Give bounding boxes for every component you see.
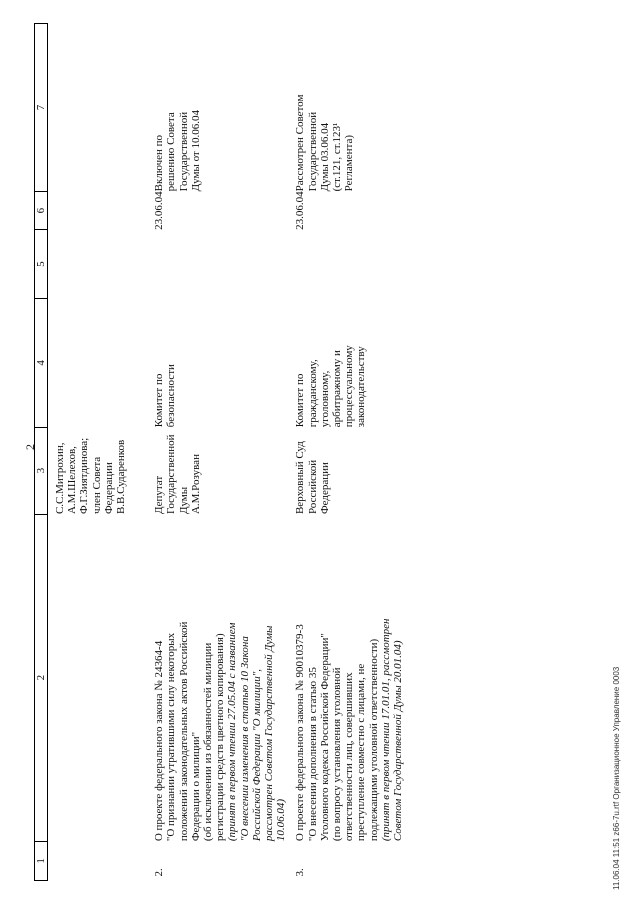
column-5-cell	[127, 230, 287, 298]
initiator-line: Федерации	[318, 462, 331, 515]
column-5-cell	[287, 230, 404, 298]
column-number-row	[35, 24, 48, 881]
column-number-1: 1	[35, 841, 48, 880]
initiator-line: Государственной	[165, 434, 178, 515]
committee-line: гражданскому,	[306, 359, 319, 428]
title-line: (по вопросу установления уголовной	[331, 667, 344, 842]
column-number-6: 6	[35, 191, 48, 230]
initiator-line: Ф.Г.Зиятдинова;	[78, 437, 91, 515]
status-line: Государственной	[306, 111, 319, 192]
committee-line: процессуальному	[343, 345, 356, 428]
date-cell: 23.06.04	[153, 191, 166, 230]
status-line: решению Совета	[165, 112, 178, 192]
committee	[287, 298, 404, 427]
status-line: Регламента)	[343, 134, 356, 192]
initiator	[287, 427, 404, 514]
title-line: ответственности лиц, совершивших	[343, 672, 356, 842]
column-number-7: 7	[35, 24, 48, 192]
title-line: подлежащими уголовной ответственности)	[367, 638, 380, 842]
reading-note-line: Советом Государственной Думы 20.01.04)	[392, 640, 405, 842]
title-line: Федерации о милиции"	[189, 731, 202, 842]
initiator-line: В.В.Судаpенков	[115, 439, 128, 515]
status-line: Рассмотрен Советом	[294, 94, 307, 192]
initiator-line: А.М.Шелехов,	[66, 446, 79, 515]
table-row	[48, 24, 128, 881]
initiator-line: Верховный Суд	[294, 441, 307, 515]
reading-note-line: 10.06.04)	[275, 799, 288, 842]
title-line: "О признании утратившими силу некоторых	[165, 632, 178, 842]
title-line: О проекте федерального закона № 90010379-3	[294, 624, 307, 842]
date-cell	[48, 191, 128, 230]
committee-line: законодательству	[355, 346, 368, 428]
committee	[48, 298, 128, 427]
reading-note-line: (принят в первом чтении 27.05.04 с названием	[226, 622, 239, 842]
initiator-line: С.С.Митрохин,	[54, 442, 66, 515]
initiator-line: Думы	[177, 486, 190, 515]
status-line: Государственной	[177, 111, 190, 192]
footer-file-info: 11.06.04 11:51 z66-7u.rtf Организационное Управление 0003	[612, 666, 621, 890]
initiator-line: Депутат	[153, 475, 166, 515]
initiator-line: Федерации	[102, 462, 115, 515]
committee	[127, 298, 287, 427]
initiator	[48, 427, 128, 514]
status-line: Думы от 10.06.04	[189, 110, 202, 192]
status-cell	[127, 24, 287, 192]
column-number-2: 2	[35, 514, 48, 841]
status-cell	[287, 24, 404, 192]
reading-note-line: рассмотрен Советом Государственной Думы	[263, 625, 276, 842]
initiator-line: член Совета	[90, 456, 103, 515]
initiator-line: А.М.Розуван	[189, 454, 202, 515]
title-line: Уголовного кодекса Российской Федерации"	[318, 633, 331, 842]
reading-note-line: (принят в первом чтении 17.01.01, рассмотрен	[379, 618, 392, 842]
committee-line: Комитет по	[294, 373, 307, 428]
column-5-cell	[48, 230, 128, 298]
table-row	[287, 24, 404, 881]
bills-table	[34, 23, 404, 881]
committee-line: безопасности	[165, 364, 178, 428]
status-cell	[48, 24, 128, 192]
date-cell: 23.06.04	[294, 191, 307, 230]
column-number-3: 3	[35, 427, 48, 514]
title-line: (об исключении из обязанностей милиции	[202, 642, 215, 842]
bill-title	[48, 514, 128, 841]
title-line: "О внесении дополнения в статью 35	[306, 667, 319, 842]
status-line: (ст.121, ст.123¹	[331, 122, 344, 192]
status-line: Думы 03.06.04	[318, 122, 331, 192]
row-number	[48, 841, 128, 880]
title-line: преступление совместно с лицами, не	[355, 663, 368, 842]
committee-line: арбитражному и	[331, 350, 344, 428]
bill-title	[287, 514, 404, 841]
bill-title	[127, 514, 287, 841]
title-line: положений законодательных актов Российской	[177, 621, 190, 842]
row-number: 2.	[153, 868, 166, 877]
committee-line: уголовному,	[318, 370, 331, 428]
row-number: 3.	[294, 868, 307, 877]
status-line: Включен по	[153, 134, 166, 192]
column-number-5: 5	[35, 230, 48, 298]
page-number: 2	[23, 444, 37, 450]
initiator-line: Российской	[306, 459, 319, 515]
reading-note-line: "О внесении изменения в статью 10 Закона	[238, 636, 251, 842]
table-row	[127, 24, 287, 881]
committee-line: Комитет по	[153, 373, 166, 428]
column-number-4: 4	[35, 298, 48, 427]
reading-note-line: Российской Федерации "О милиции",	[250, 668, 263, 842]
title-line: О проекте федерального закона № 24364-4	[153, 640, 166, 842]
title-line: регистрации средств цветного копирования)	[214, 633, 227, 842]
initiator	[127, 427, 287, 514]
